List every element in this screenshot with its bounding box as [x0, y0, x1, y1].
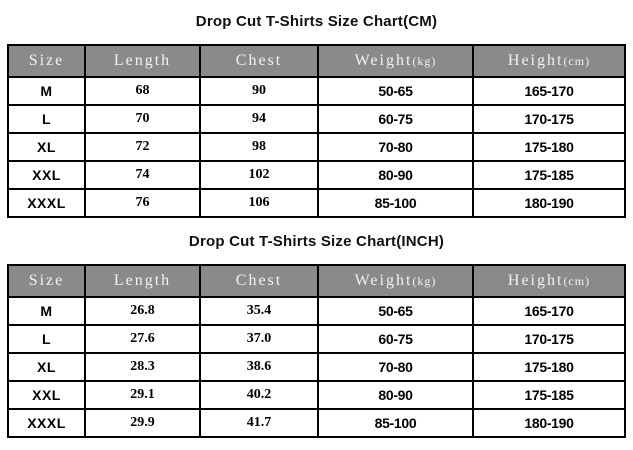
table-row [8, 325, 625, 353]
table-cell: 50-65 [318, 77, 473, 105]
column-header-chest: Chest [200, 265, 318, 297]
table-cell: 26.8 [85, 297, 200, 325]
table-row [8, 77, 625, 105]
table-cell: 27.6 [85, 325, 200, 353]
table-cell: 38.6 [200, 353, 318, 381]
table-cell: XXXL [8, 409, 85, 437]
table-cell: 29.1 [85, 381, 200, 409]
page-title-cm: Drop Cut T-Shirts Size Chart(CM) [195, 13, 438, 30]
size-table-cm [7, 44, 626, 218]
page-title-inch: Drop Cut T-Shirts Size Chart(INCH) [188, 233, 445, 250]
table-cell: 72 [85, 133, 200, 161]
table-cell: 50-65 [318, 297, 473, 325]
table-cell: 175-180 [473, 353, 625, 381]
table-cell: 41.7 [200, 409, 318, 437]
table-cell: 37.0 [200, 325, 318, 353]
column-header-length: Length [85, 265, 200, 297]
table-cell: M [8, 297, 85, 325]
header-row [8, 265, 625, 297]
table-row [8, 409, 625, 437]
table-cell: 175-180 [473, 133, 625, 161]
table-cell: M [8, 77, 85, 105]
table-cell: 170-175 [473, 105, 625, 133]
size-table-inch [7, 264, 626, 438]
table-cell: XXL [8, 161, 85, 189]
table-cell: XL [8, 133, 85, 161]
column-header-weight: Weight(kg) [318, 45, 473, 77]
table-cell: 29.9 [85, 409, 200, 437]
column-header-size: Size [8, 265, 85, 297]
table-row [8, 381, 625, 409]
table-row [8, 133, 625, 161]
table-cell: 76 [85, 189, 200, 217]
column-header-size: Size [8, 45, 85, 77]
table-cell: 102 [200, 161, 318, 189]
table-cell: 70-80 [318, 353, 473, 381]
table-cell: 94 [200, 105, 318, 133]
table-cell: 35.4 [200, 297, 318, 325]
table-cell: 85-100 [318, 189, 473, 217]
table-cell: 60-75 [318, 325, 473, 353]
column-header-length: Length [85, 45, 200, 77]
table-cell: 85-100 [318, 409, 473, 437]
table-cell: XXXL [8, 189, 85, 217]
table-cell: L [8, 105, 85, 133]
column-header-chest: Chest [200, 45, 318, 77]
table-cell: 180-190 [473, 189, 625, 217]
column-header-height: Height(cm) [473, 45, 625, 77]
table-cell: XL [8, 353, 85, 381]
table-cell: 80-90 [318, 381, 473, 409]
table-cell: 180-190 [473, 409, 625, 437]
table-cell: XXL [8, 381, 85, 409]
table-cell: 170-175 [473, 325, 625, 353]
header-row [8, 45, 625, 77]
table-cell: 40.2 [200, 381, 318, 409]
table-row [8, 297, 625, 325]
table-row [8, 353, 625, 381]
column-header-height: Height(cm) [473, 265, 625, 297]
table-cell: 175-185 [473, 161, 625, 189]
table-cell: 68 [85, 77, 200, 105]
table-cell: 98 [200, 133, 318, 161]
table-cell: L [8, 325, 85, 353]
table-cell: 28.3 [85, 353, 200, 381]
table-cell: 165-170 [473, 77, 625, 105]
table-row [8, 105, 625, 133]
table-cell: 74 [85, 161, 200, 189]
column-header-weight: Weight(kg) [318, 265, 473, 297]
table-row [8, 161, 625, 189]
table-cell: 80-90 [318, 161, 473, 189]
table-cell: 60-75 [318, 105, 473, 133]
table-cell: 106 [200, 189, 318, 217]
table-cell: 165-170 [473, 297, 625, 325]
table-cell: 175-185 [473, 381, 625, 409]
table-cell: 70 [85, 105, 200, 133]
table-cell: 70-80 [318, 133, 473, 161]
table-cell: 90 [200, 77, 318, 105]
table-row [8, 189, 625, 217]
